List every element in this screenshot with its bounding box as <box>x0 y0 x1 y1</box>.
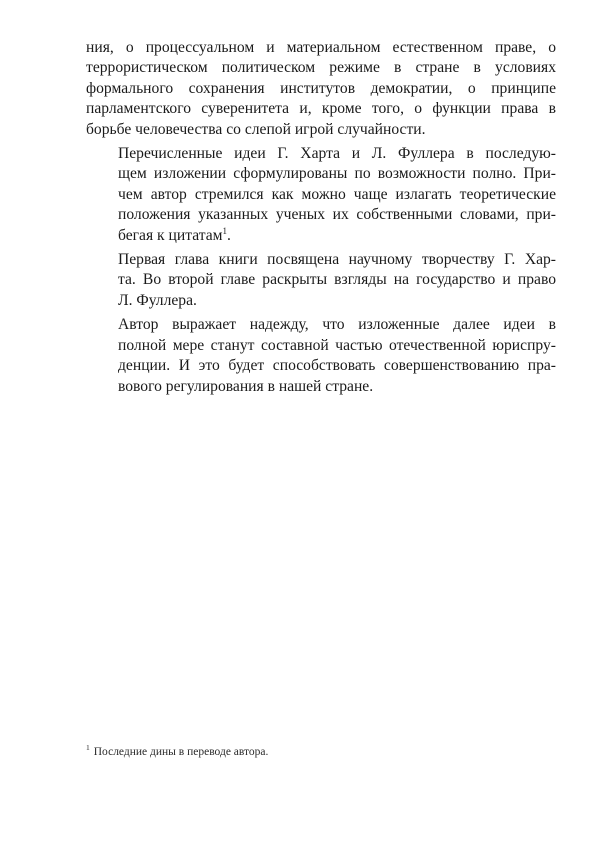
footnote-marker: 1 <box>222 225 228 236</box>
paragraph-3 <box>86 250 556 311</box>
text-line: полной мере станут составной частью отечественной юриспру- <box>118 336 556 354</box>
page-body <box>86 38 556 397</box>
text-line: Первая глава книги посвящена научному творчеству Г. Хар- <box>118 251 556 269</box>
text-line: Перечисленные идеи Г. Харта и Л. Фуллера в последую- <box>118 145 556 163</box>
text-line: денции. И это будет способствовать совершенствованию пра- <box>118 357 556 375</box>
paragraph-4 <box>86 315 556 397</box>
text-line: парламентского суверенитета и, кроме того, о функции права в <box>86 100 556 118</box>
text-line: террористическом политическом режиме в стране в условиях <box>86 59 556 77</box>
paragraph-2 <box>86 144 556 246</box>
text-line: борьбе человечества со слепой игрой случайности. <box>86 120 426 138</box>
footnote <box>86 745 268 759</box>
text-line: ния, о процессуальном и материальном естественном праве, о <box>86 39 556 56</box>
text-line: щем изложении сформулированы по возможности полно. При- <box>118 165 556 183</box>
footnote-text: Последние дины в переводе автора. <box>93 746 269 758</box>
paragraph-1 <box>86 38 556 140</box>
text-line: Л. Фуллера. <box>118 291 197 309</box>
text-line: формального сохранения институтов демократии, о принципе <box>86 79 556 97</box>
text-line: та. Во второй главе раскрыты взгляды на государство и право <box>118 271 556 289</box>
text-line: вового регулирования в нашей стране. <box>118 377 374 395</box>
text-fragment: . <box>227 226 231 244</box>
text-line-with-footnote <box>86 226 556 246</box>
text-fragment: бегая к цитатам <box>118 226 223 244</box>
text-line: чем автор стремился как можно чаще излагать теоретические <box>118 185 556 203</box>
text-line: положения указанных ученых их собственными словами, при- <box>118 206 556 224</box>
footnote-number: 1 <box>86 743 90 753</box>
text-line: Автор выражает надежду, что изложенные далее идеи в <box>118 316 556 334</box>
